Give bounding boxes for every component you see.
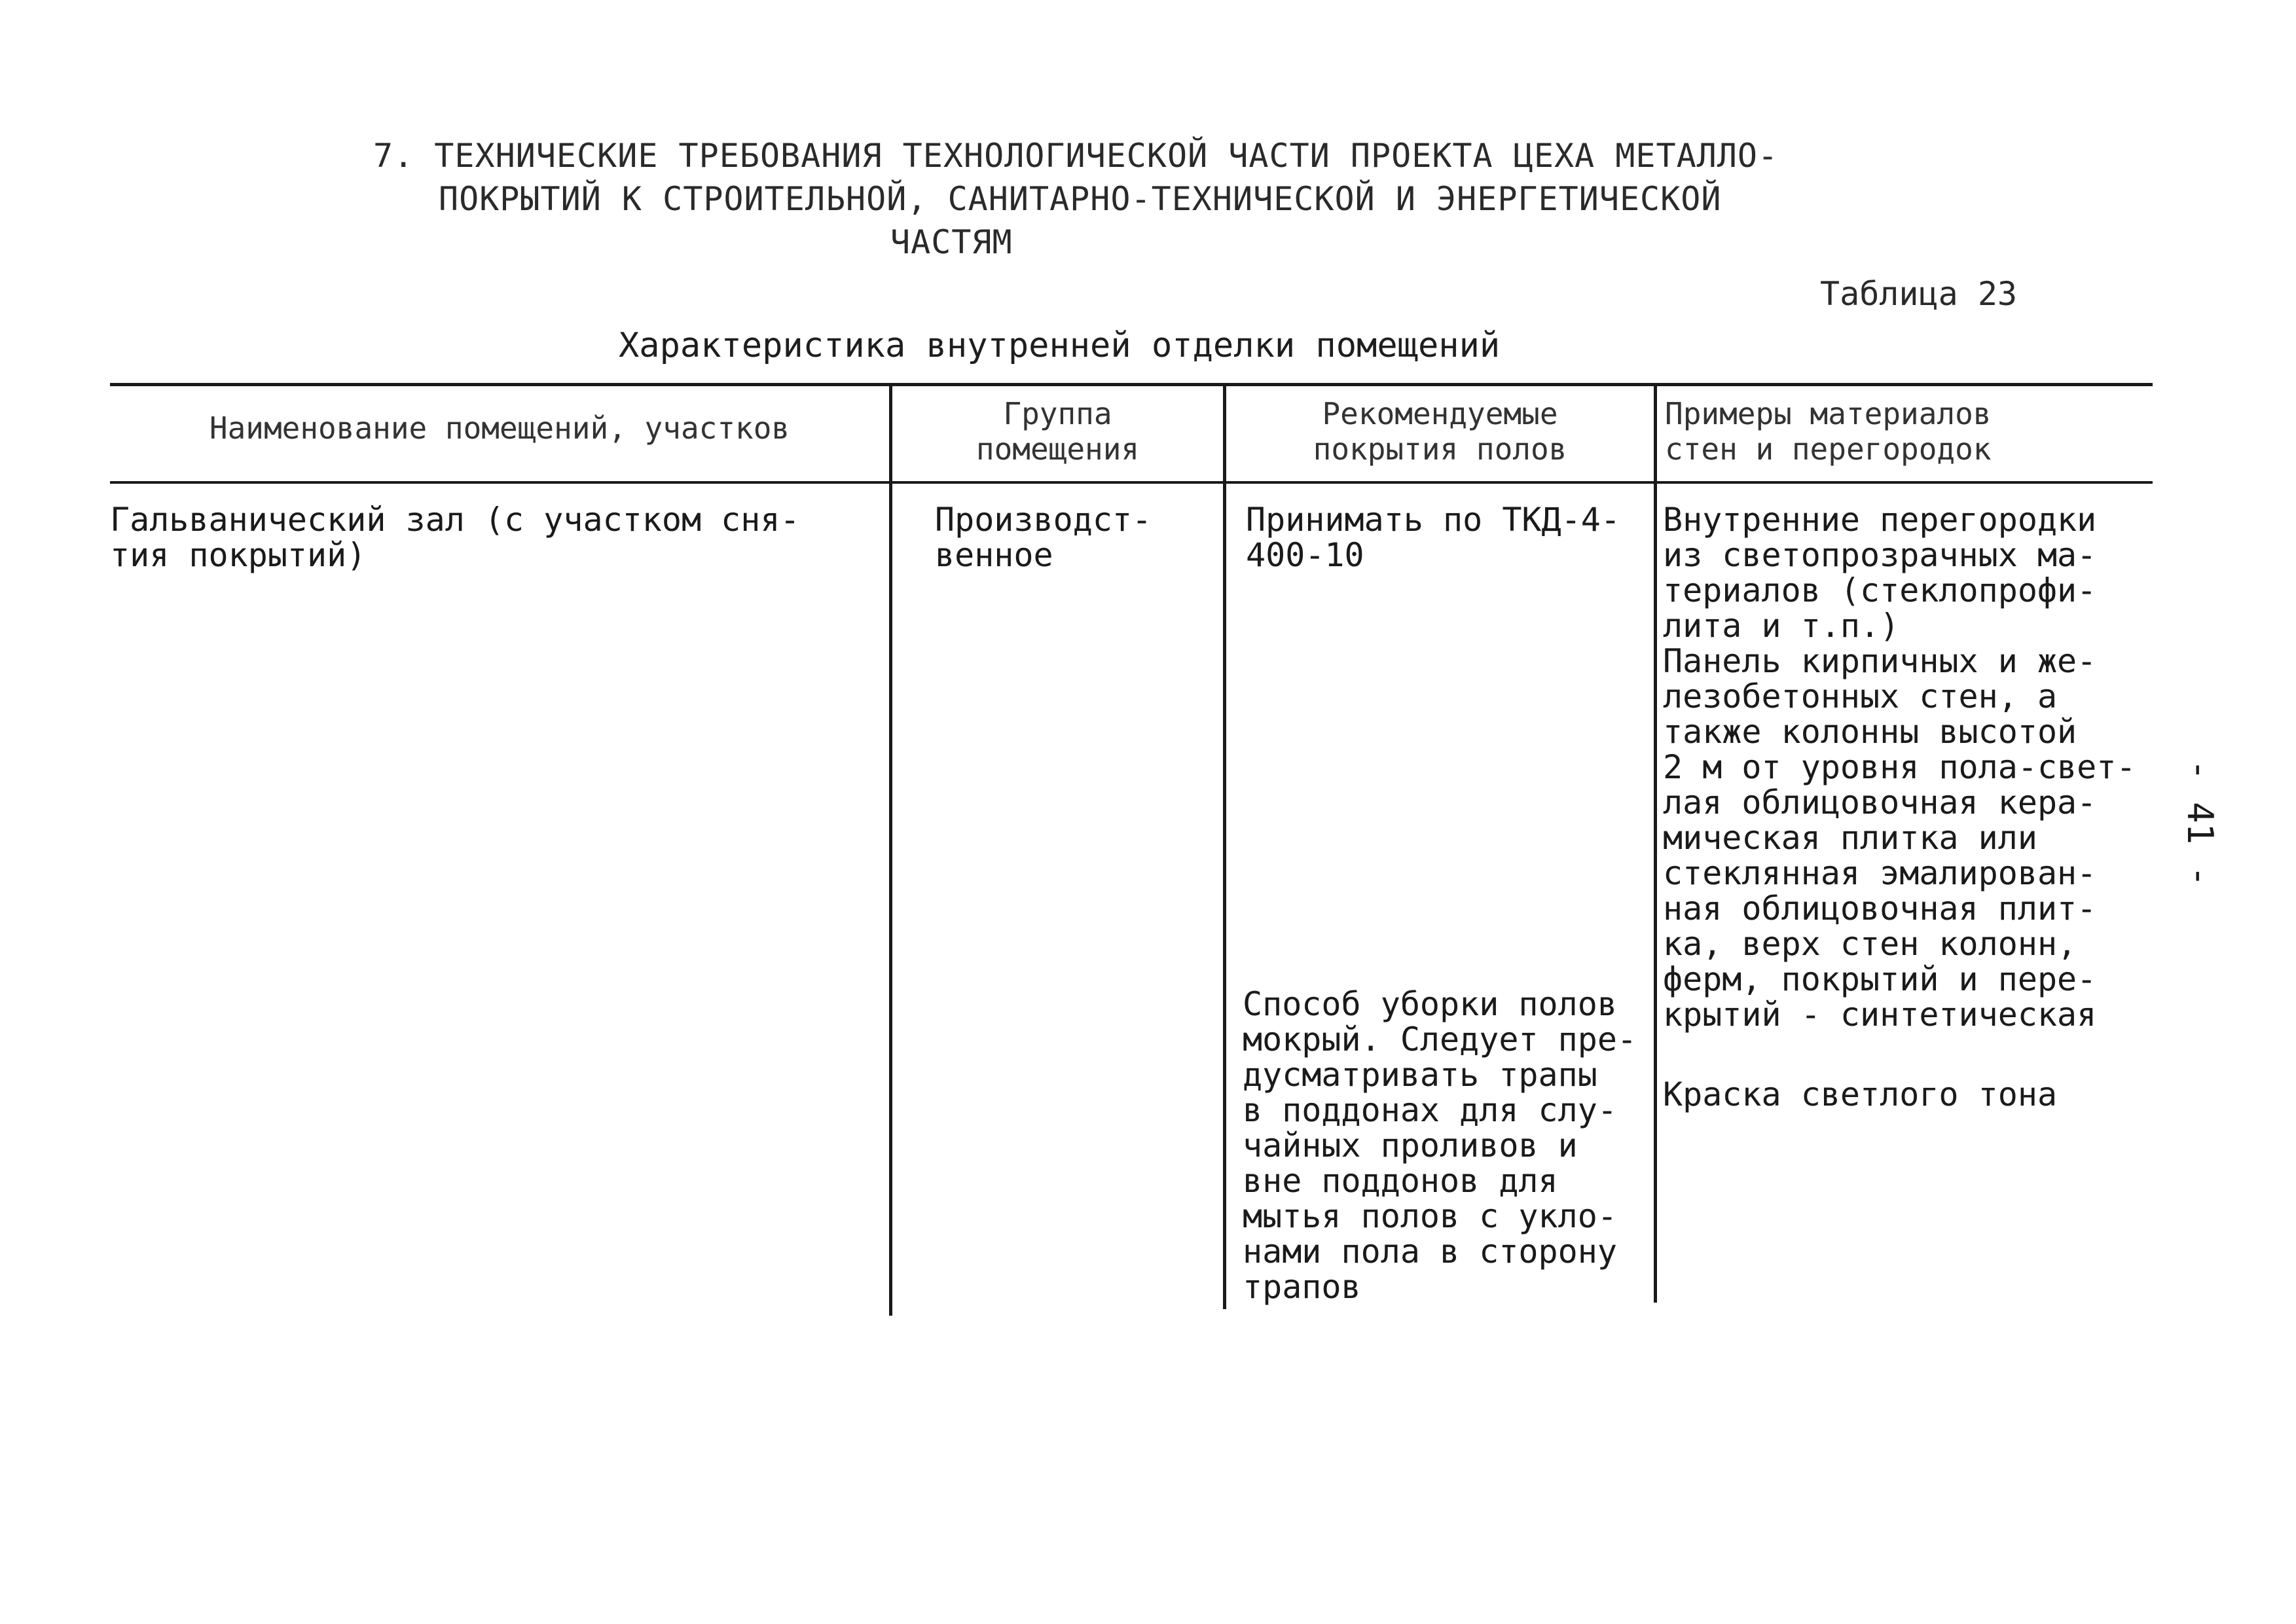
- section-heading: [354, 134, 1859, 264]
- heading-line-1: 7. ТЕХНИЧЕСКИЕ ТРЕБОВАНИЯ ТЕХНОЛОГИЧЕСКОЙ ЧАСТИ ПРОЕКТА ЦЕХА МЕТАЛЛО-: [373, 137, 1779, 175]
- column-divider-1: [889, 383, 892, 1316]
- column-divider-2: [1223, 383, 1226, 1309]
- header-room-name: Наименование помещений, участков: [209, 410, 790, 446]
- table-caption: Характеристика внутренней отделки помещений: [619, 326, 1501, 365]
- header-room-group: Группа помещения: [975, 396, 1140, 467]
- cell-room-group: Производст- венное: [935, 501, 1152, 574]
- heading-line-2: ПОКРЫТИЙ К СТРОИТЕЛЬНОЙ, САНИТАРНО-ТЕХНИЧЕСКОЙ И ЭНЕРГЕТИЧЕСКОЙ: [439, 180, 1722, 218]
- page-number: - 41 -: [2179, 759, 2221, 888]
- finish-table: [110, 383, 2153, 1319]
- heading-line-3: ЧАСТЯМ: [890, 223, 1013, 261]
- column-divider-3: [1654, 383, 1657, 1303]
- header-floor-coverings: Рекомендуемые покрытия полов: [1313, 396, 1567, 467]
- cell-floor-standard: Принимать по ТКД-4- 400-10: [1246, 501, 1620, 574]
- cell-wall-paint: Краска светлого тона: [1663, 1075, 2058, 1113]
- cell-floor-cleaning: Способ уборки полов мокрый. Следует пре- дусматривать трапы в поддонах для слу- чайных проливов и вне поддонов для мытья полов с укло- нами пола в сторону трапов: [1243, 985, 1637, 1306]
- cell-wall-materials: Внутренние перегородки из светопрозрачных ма- териалов (стеклопрофи- лита и т.п.) Панель кирпичных и же- лезобетонных стен, а также колонны высотой 2 м от уровня пола-свет- лая облицовочная кера- мическая плитка или стеклянная эмалирован- ная облицовочная плит- ка, верх стен колонн, ферм, покрытий и пере- крытий - синтетическая: [1663, 501, 2136, 1034]
- table-number: Таблица 23: [1820, 275, 2018, 313]
- table-header-rule: [110, 481, 2153, 484]
- header-wall-materials: Примеры материалов стен и перегородок: [1665, 396, 1992, 467]
- table-top-rule: [110, 383, 2153, 386]
- cell-room-name: Гальванический зал (с участком сня- тия покрытий): [110, 501, 800, 574]
